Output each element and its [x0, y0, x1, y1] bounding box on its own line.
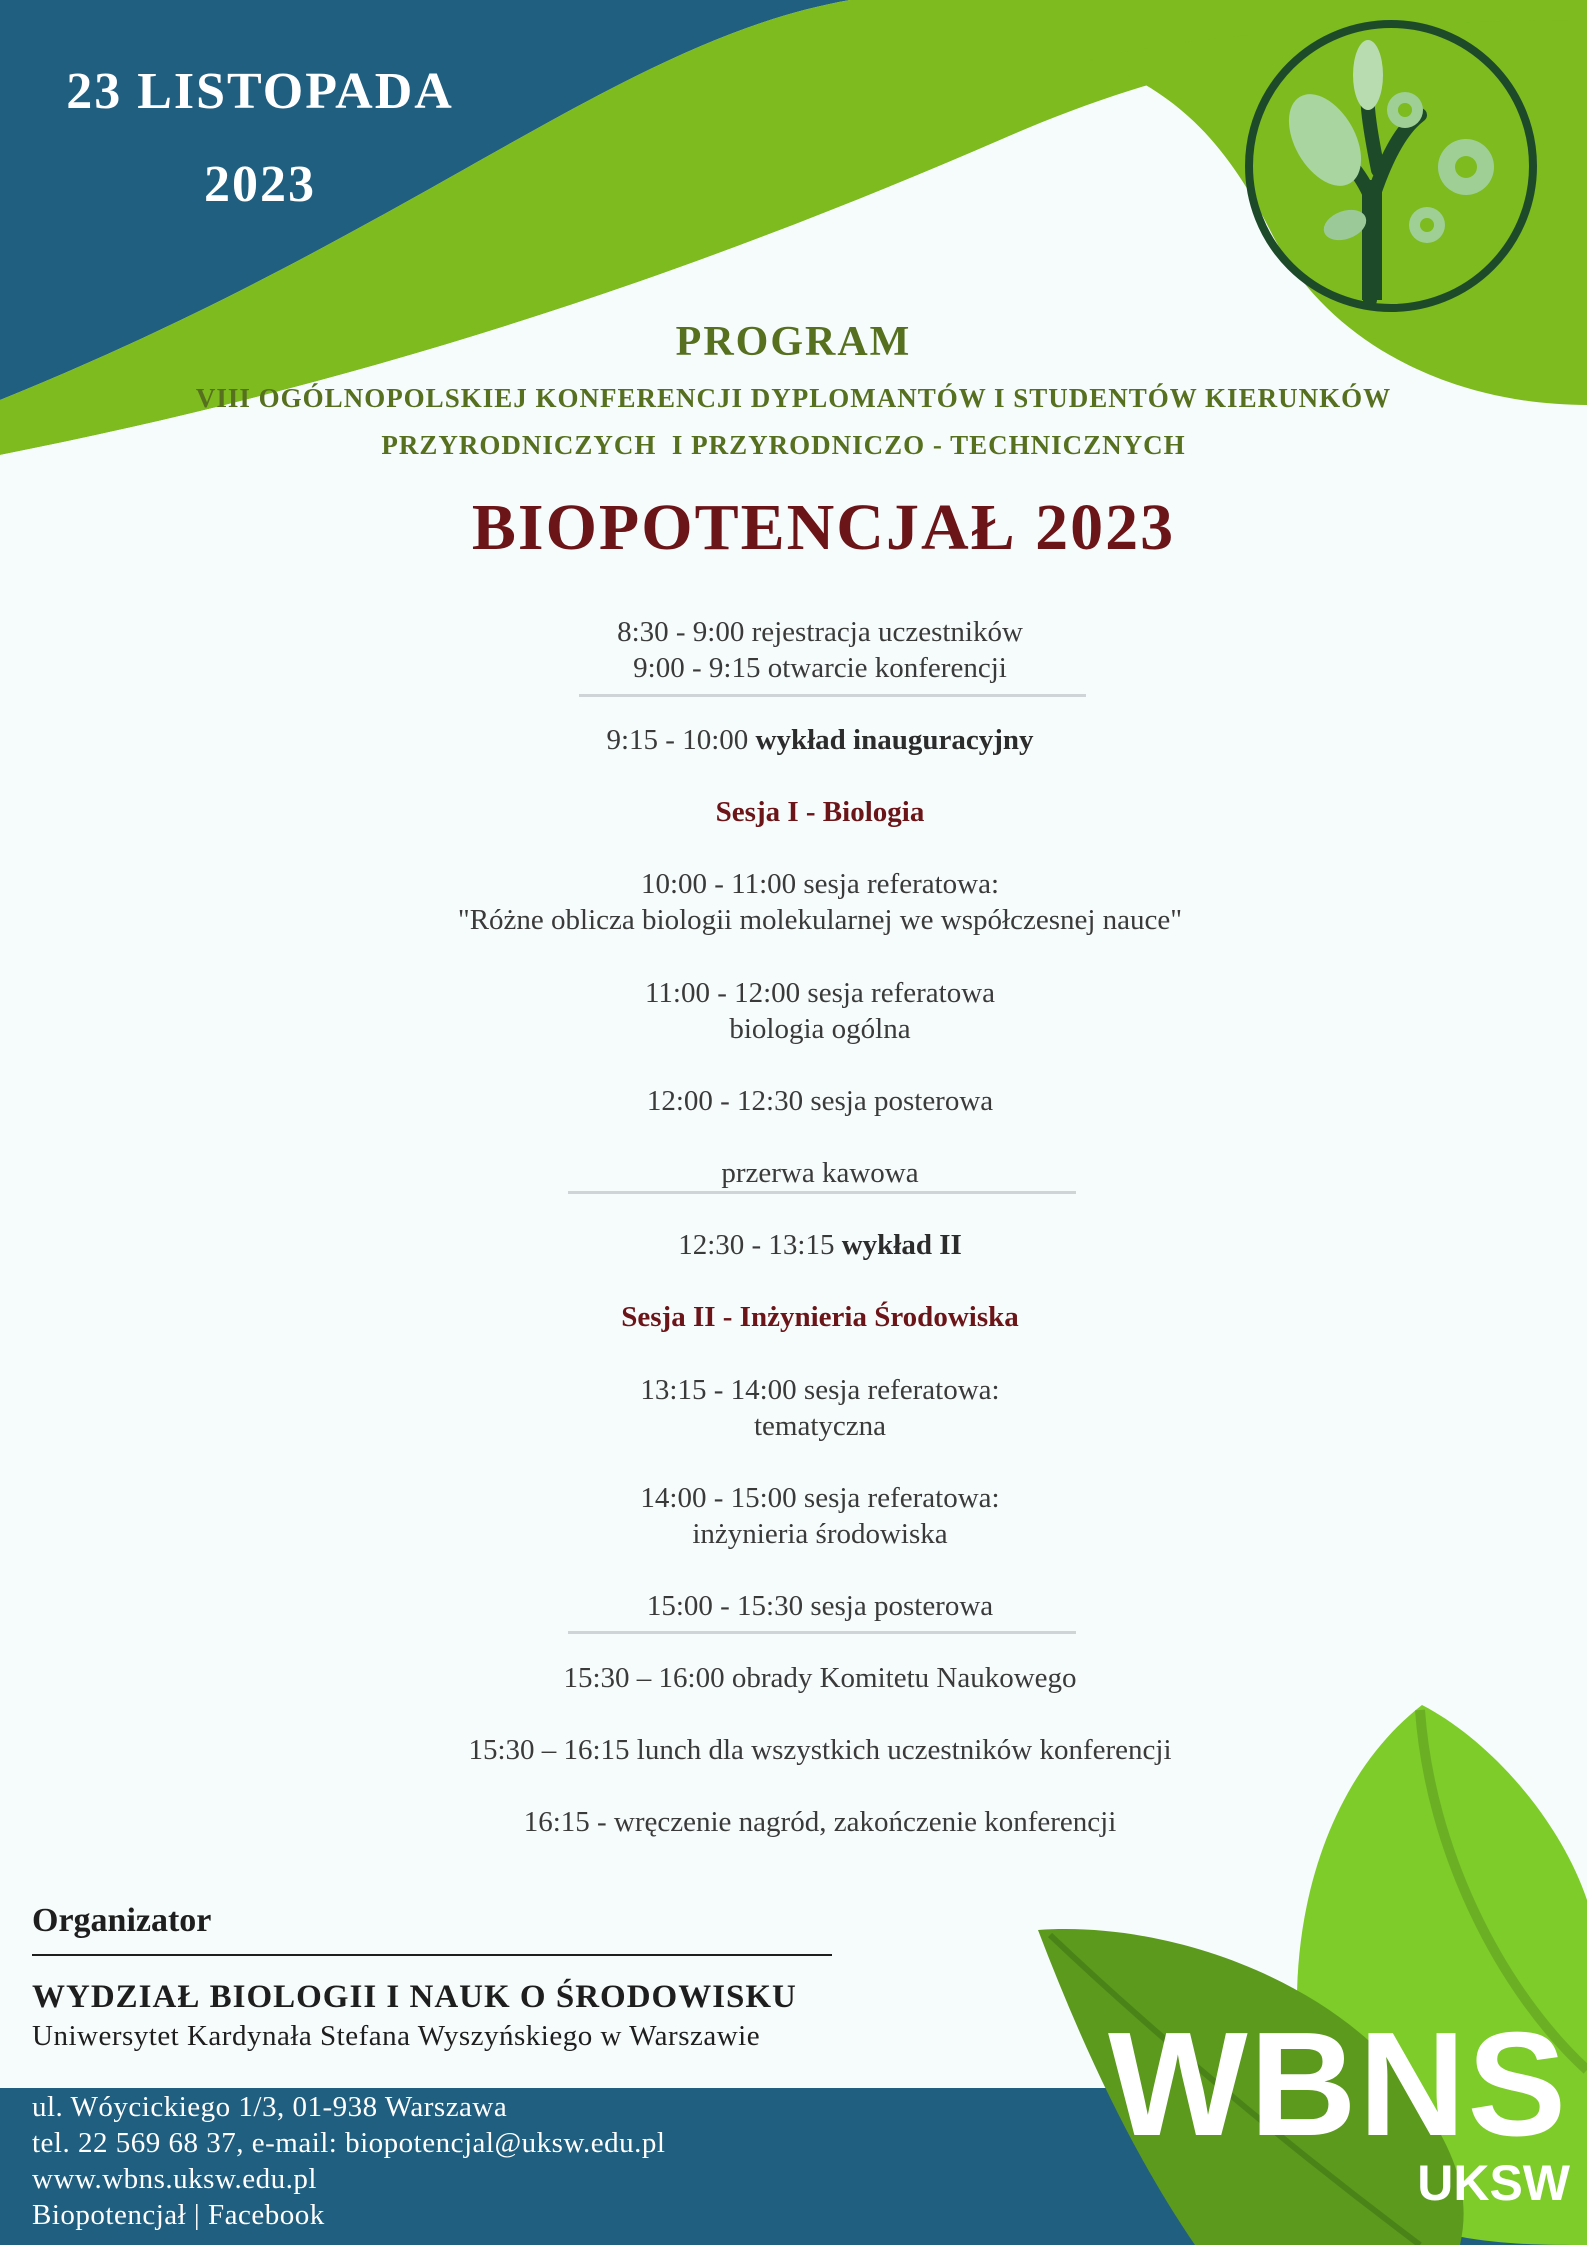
event-date: 23 LISTOPADA — [66, 63, 454, 120]
wbns-logo: WBNS — [1108, 2002, 1569, 2167]
schedule-item-coffee-break: przerwa kawowa — [721, 1157, 919, 1189]
divider — [568, 1631, 1076, 1634]
contact-facebook[interactable]: Biopotencjał | Facebook — [32, 2199, 325, 2231]
session-1-heading: Sesja I - Biologia — [715, 796, 925, 828]
program-heading: PROGRAM — [675, 319, 912, 365]
contact-website[interactable]: www.wbns.uksw.edu.pl — [32, 2163, 317, 2195]
event-name: BIOPOTENCJAŁ 2023 — [471, 491, 1176, 564]
university-name: Uniwersytet Kardynała Stefana Wyszyńskiego w Warszawie — [32, 2020, 761, 2052]
schedule-item-closing: 16:15 - wręczenie nagród, zakończenie konferencji — [523, 1806, 1117, 1838]
organizer-divider — [32, 1954, 832, 1956]
schedule-item-committee: 15:30 – 16:00 obrady Komitetu Naukowego — [563, 1662, 1077, 1694]
schedule-item-registration: 8:30 - 9:00 rejestracja uczestników — [617, 616, 1023, 648]
divider — [568, 1191, 1076, 1194]
schedule-item-lecture-2: 12:30 - 13:15 wykład II — [678, 1229, 962, 1261]
schedule-item-lunch: 15:30 – 16:15 lunch dla wszystkich uczestników konferencji — [468, 1734, 1172, 1766]
organizer-heading: Organizator — [32, 1902, 212, 1939]
schedule-item-inaugural-lecture: 9:15 - 10:00 wykład inauguracyjny — [606, 724, 1034, 756]
schedule-item-s1-poster-session: 12:00 - 12:30 sesja posterowa — [646, 1085, 994, 1117]
schedule-item-s2-topic-2: inżynieria środowiska — [692, 1518, 948, 1550]
schedule-item-s1-paper-session: 10:00 - 11:00 sesja referatowa: — [640, 868, 1000, 900]
schedule-item-s2-poster-session: 15:00 - 15:30 sesja posterowa — [646, 1590, 994, 1622]
uksw-logo: UKSW — [1417, 2155, 1570, 2211]
contact-phone-email[interactable]: tel. 22 569 68 37, e-mail: biopotencjal@uksw.edu.pl — [32, 2127, 666, 2159]
schedule-item-opening: 9:00 - 9:15 otwarcie konferencji — [633, 652, 1007, 684]
schedule-item-s1-topic: "Różne oblicza biologii molekularnej we współczesnej nauce" — [457, 904, 1183, 936]
schedule-item-s2-topic: tematyczna — [753, 1410, 887, 1442]
schedule-item-s2-paper-session-2: 14:00 - 15:00 sesja referatowa: — [640, 1482, 1000, 1514]
schedule-item-s2-paper-session: 13:15 - 14:00 sesja referatowa: — [640, 1374, 1000, 1406]
event-year: 2023 — [204, 156, 316, 213]
schedule-item-s1-paper-session-2: 11:00 - 12:00 sesja referatowa — [644, 977, 996, 1009]
conference-subtitle-line2: PRZYRODNICZYCH I PRZYRODNICZO - TECHNICZNYCH — [381, 430, 1186, 460]
divider — [579, 694, 1086, 697]
session-2-heading: Sesja II - Inżynieria Środowiska — [621, 1301, 1019, 1333]
conference-subtitle-line1: VIII OGÓLNOPOLSKIEJ KONFERENCJI DYPLOMANTÓW I STUDENTÓW KIERUNKÓW — [195, 383, 1392, 413]
contact-address: ul. Wóycickiego 1/3, 01-938 Warszawa — [32, 2091, 508, 2123]
schedule-item-s1-topic-2: biologia ogólna — [729, 1013, 911, 1045]
faculty-name: WYDZIAŁ BIOLOGII I NAUK O ŚRODOWISKU — [32, 1979, 797, 2015]
